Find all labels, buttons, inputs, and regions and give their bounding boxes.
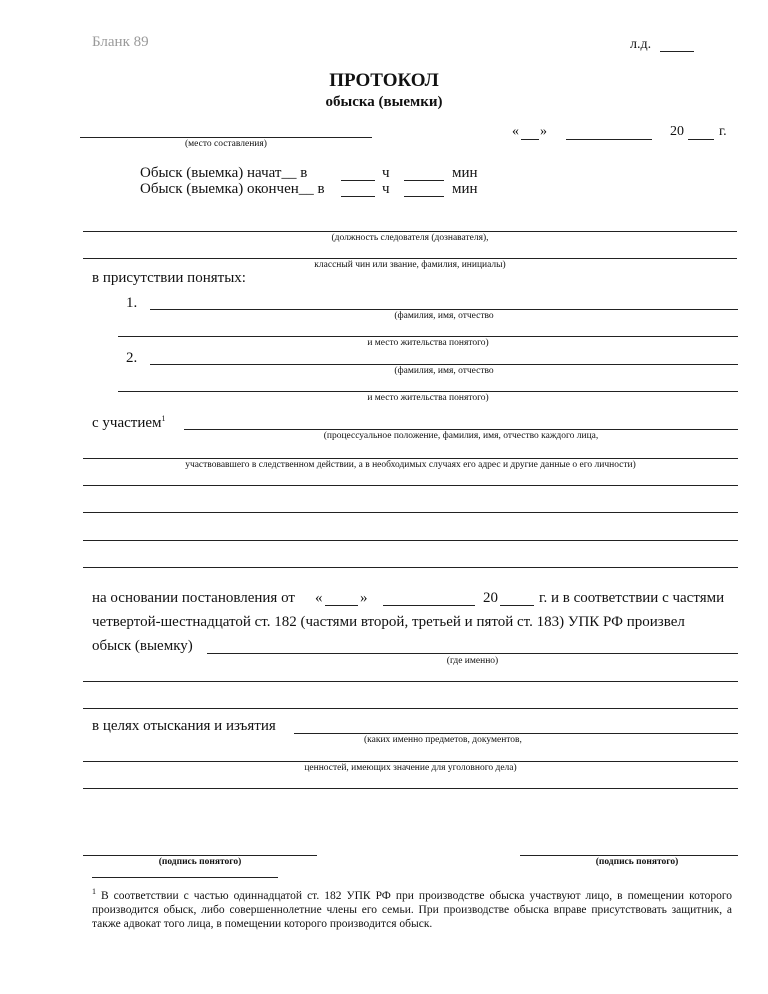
sheet-number-line[interactable] <box>660 51 694 52</box>
purpose-label: в целях отыскания и изъятия <box>92 718 276 734</box>
purpose-line-3[interactable] <box>83 788 738 789</box>
basis-year-line[interactable] <box>500 605 534 606</box>
basis-year-prefix: 20 <box>483 590 498 606</box>
investigator-line-2[interactable] <box>83 258 737 259</box>
participants-line-4[interactable] <box>83 512 738 513</box>
investigator-caption-2: классный чин или звание, фамилия, инициалы) <box>314 260 506 270</box>
start-hours-line[interactable] <box>341 180 375 181</box>
witness-2-name-line[interactable] <box>150 364 738 365</box>
witnesses-label: в присутствии понятых: <box>92 270 246 286</box>
search-location-caption: (где именно) <box>446 656 499 666</box>
participants-line-2[interactable] <box>83 458 738 459</box>
date-quote-close: » <box>540 124 547 139</box>
start-minutes-unit: мин <box>452 165 478 181</box>
participants-label: с участием$^1$ <box>92 414 166 431</box>
end-hours-line[interactable] <box>341 196 375 197</box>
footnote-reference: 1 <box>161 414 166 423</box>
participants-line-6[interactable] <box>83 567 738 568</box>
participants-line-5[interactable] <box>83 540 738 541</box>
footnote-text: $^1$ В соответствии с частью одиннадцатой ст. 182 УПК РФ при производстве обыска участвуют лицо, в помещении которого производится обыск, либо совершеннолетние члены его семьи. При производстве обыска вправе присутствовать защитник, а также адвокат того лица, в помещении которого производится обыск. <box>92 887 732 930</box>
start-minutes-line[interactable] <box>404 180 444 181</box>
purpose-line-2[interactable] <box>83 761 738 762</box>
basis-line-2: четвертой-шестнадцатой ст. 182 (частями второй, третьей и пятой ст. 183) УПК РФ произвел <box>92 614 685 630</box>
witness-1-caption-1: (фамилия, имя, отчество <box>394 311 494 321</box>
search-location-line-3[interactable] <box>83 708 738 709</box>
participants-line-1[interactable] <box>184 429 738 430</box>
witness-2-address-line[interactable] <box>118 391 738 392</box>
witness-1-number: 1. <box>126 295 138 311</box>
date-day-line[interactable] <box>521 139 539 140</box>
purpose-caption-1: (каких именно предметов, документов, <box>364 735 522 745</box>
place-caption: (место составления) <box>185 139 267 149</box>
witness-1-name-line[interactable] <box>150 309 738 310</box>
footnote-separator <box>92 877 278 878</box>
document-title: ПРОТОКОЛ <box>329 70 439 91</box>
participants-caption-2: участвовавшего в следственном действии, а в необходимых случаях его адрес и другие данные о его личности) <box>185 460 636 470</box>
start-hours-unit: ч <box>382 165 390 181</box>
end-minutes-unit: мин <box>452 181 478 197</box>
basis-month-line[interactable] <box>383 605 475 606</box>
document-subtitle: обыска (выемки) <box>325 94 443 110</box>
start-label: Обыск (выемка) начат__ в <box>140 165 308 181</box>
witness-1-caption-2: и место жительства понятого) <box>367 338 489 348</box>
date-month-line[interactable] <box>566 139 652 140</box>
witness-2-number: 2. <box>126 350 138 366</box>
participants-line-3[interactable] <box>83 485 738 486</box>
sheet-label: л.д. <box>630 37 652 52</box>
participants-caption-1: (процессуальное положение, фамилия, имя, отчество каждого лица, <box>323 431 599 441</box>
end-hours-unit: ч <box>382 181 390 197</box>
basis-quote-close: » <box>360 590 368 606</box>
investigator-line-1[interactable] <box>83 231 737 232</box>
purpose-line-1[interactable] <box>294 733 738 734</box>
search-location-line[interactable] <box>207 653 738 654</box>
signature-caption-right: (подпись понятого) <box>595 857 679 867</box>
date-quote-open: « <box>512 124 519 139</box>
basis-day-line[interactable] <box>325 605 358 606</box>
end-label: Обыск (выемка) окончен__ в <box>140 181 325 197</box>
place-line[interactable] <box>80 137 372 138</box>
search-location-line-2[interactable] <box>83 681 738 682</box>
signature-line-left[interactable] <box>83 855 317 856</box>
basis-line-3: обыск (выемку) <box>92 638 193 654</box>
end-minutes-line[interactable] <box>404 196 444 197</box>
footnote-mark: 1 <box>92 887 96 896</box>
investigator-caption-1: (должность следователя (дознавателя), <box>331 233 489 243</box>
basis-label: на основании постановления от <box>92 590 295 606</box>
basis-quote-open: « <box>315 590 323 606</box>
basis-line-1-end: г. и в соответствии с частями <box>539 590 725 606</box>
signature-caption-left: (подпись понятого) <box>158 857 242 867</box>
date-year-suffix: г. <box>719 124 727 139</box>
witness-2-caption-2: и место жительства понятого) <box>367 393 489 403</box>
date-year-line[interactable] <box>688 139 714 140</box>
form-number: Бланк 89 <box>92 34 149 50</box>
witness-2-caption-1: (фамилия, имя, отчество <box>394 366 494 376</box>
signature-line-right[interactable] <box>520 855 738 856</box>
purpose-caption-2: ценностей, имеющих значение для уголовного дела) <box>304 763 517 773</box>
date-year-prefix: 20 <box>670 124 684 139</box>
witness-1-address-line[interactable] <box>118 336 738 337</box>
